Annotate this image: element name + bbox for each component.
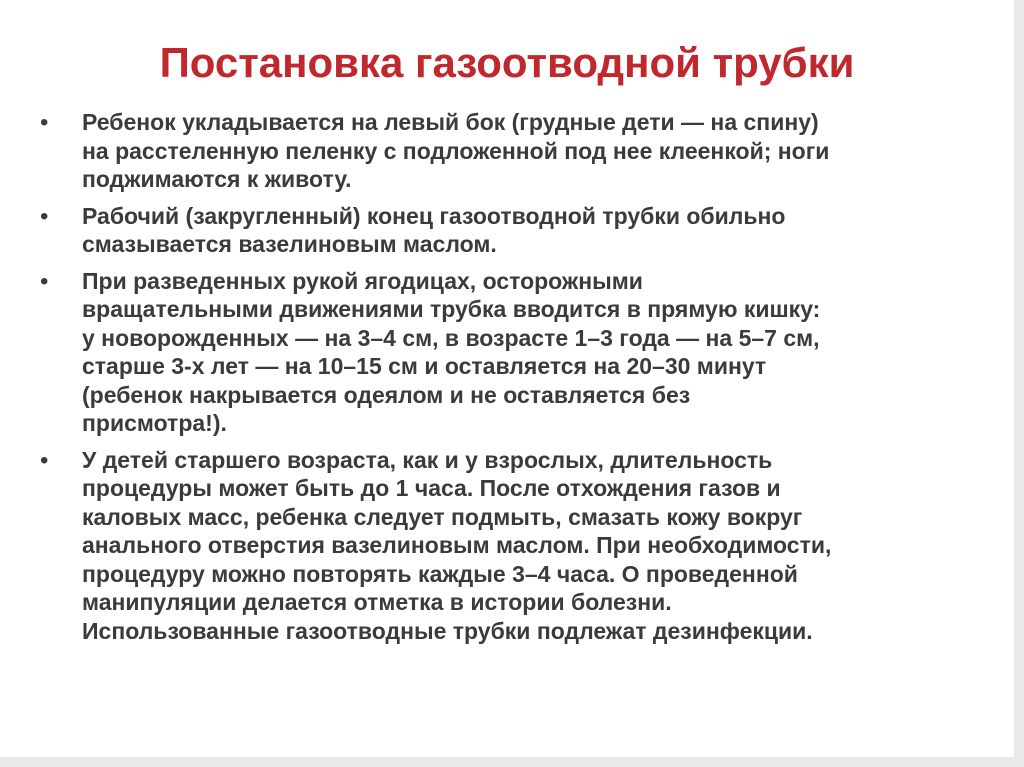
bullet-item-duration xyxy=(40,446,980,646)
bullet-text: У детей старшего возраста, как и у взрослых, длительность процедуры может быть до 1 часа. После отхождения газов и каловых масс, ребенка следует подмыть, смазать кожу вокруг анального отверстия вазелиновым маслом. При необходимости, процедуру можно повторять каждые 3–4 часа. О проведенной манипуляции делается отметка в истории болезни. Использованные газоотводные трубки подлежат дезинфекции. xyxy=(82,446,832,644)
bullet-marker: • xyxy=(40,267,49,295)
bullet-text: При разведенных рукой ягодицах, осторожными вращательными движениями трубка вводится в прямую кишку: у новорожденных — на 3–4 см, в возрасте 1–3 года — на 5–7 см, старше 3-х лет — на 10–15 см и оставляется на 20–30 минут (ребенок накрывается одеялом и не оставляется без присмотра!). xyxy=(82,267,821,436)
bullet-item-lubrication xyxy=(40,202,980,259)
bullet-item-insertion xyxy=(40,267,980,438)
bullet-item-positioning xyxy=(40,108,980,194)
slide-title: Постановка газоотводной трубки xyxy=(159,39,855,86)
bullet-text: Ребенок укладывается на левый бок (грудные дети — на спину) на расстеленную пеленку с подложенной под нее клеенкой; ноги поджимаются к животу. xyxy=(82,109,830,192)
bullet-text: Рабочий (закругленный) конец газоотводной трубки обильно смазывается вазелиновым маслом. xyxy=(82,202,786,257)
bullet-marker: • xyxy=(40,202,49,230)
bullet-marker: • xyxy=(40,109,49,136)
bullet-list xyxy=(40,108,980,653)
bullet-marker: • xyxy=(40,446,49,474)
